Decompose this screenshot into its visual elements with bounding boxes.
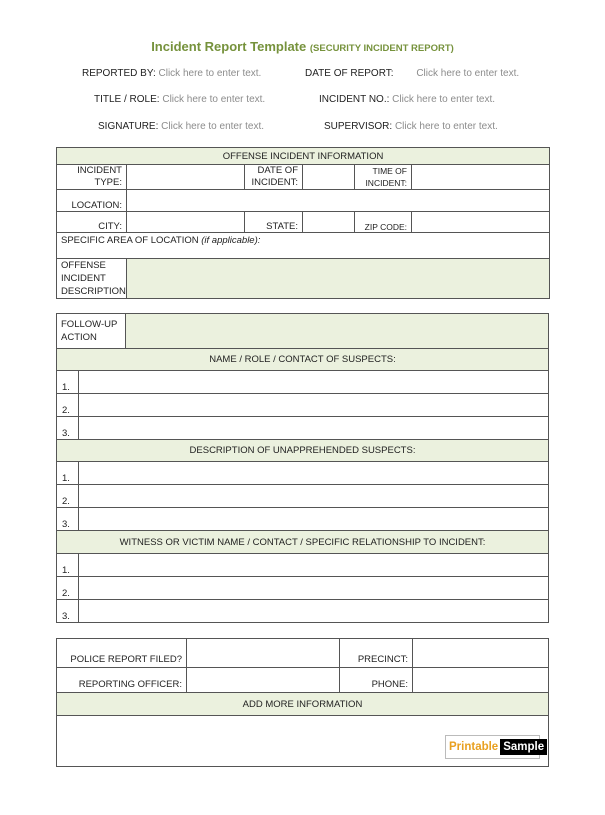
- suspect-row: [57, 371, 549, 394]
- unapprehended-row: [57, 462, 549, 485]
- title-main: Incident Report Template: [151, 39, 307, 54]
- witness-row: [57, 600, 549, 623]
- unapprehended-input-1[interactable]: [79, 462, 549, 485]
- reported-by-input[interactable]: Click here to enter text.: [158, 68, 262, 79]
- witness-row: [57, 554, 549, 577]
- reporting-officer-input[interactable]: [187, 668, 340, 693]
- incident-no-label: INCIDENT NO.:: [319, 94, 390, 105]
- followup-action-input[interactable]: [126, 314, 549, 349]
- state-input[interactable]: [303, 212, 355, 233]
- specific-area-label: SPECIFIC AREA OF LOCATION: [61, 235, 199, 246]
- supervisor-input[interactable]: Click here to enter text.: [394, 121, 498, 132]
- zip-code-input[interactable]: [412, 212, 550, 233]
- date-of-report-input[interactable]: Click here to enter text.: [416, 68, 520, 79]
- followup-action-label: FOLLOW-UP ACTION: [57, 314, 126, 349]
- row-number: 1.: [57, 554, 79, 577]
- precinct-label: PRECINCT:: [340, 639, 413, 668]
- date-of-report-field[interactable]: [305, 68, 519, 79]
- row-number: 2.: [57, 577, 79, 600]
- suspect-row: [57, 417, 549, 440]
- row-number: 2.: [57, 485, 79, 508]
- witness-input-3[interactable]: [79, 600, 549, 623]
- incident-type-input[interactable]: [127, 165, 245, 190]
- suspect-input-1[interactable]: [79, 371, 549, 394]
- witness-input-2[interactable]: [79, 577, 549, 600]
- row-number: 3.: [57, 417, 79, 440]
- logo-printable: Printable: [449, 741, 499, 753]
- row-number: 2.: [57, 394, 79, 417]
- suspect-row: [57, 394, 549, 417]
- unapprehended-row: [57, 485, 549, 508]
- title-role-field[interactable]: [94, 94, 265, 105]
- reported-by-label: REPORTED BY:: [82, 68, 156, 79]
- time-of-incident-label: TIME OF INCIDENT:: [355, 165, 412, 190]
- if-applicable-note: (if applicable):: [201, 235, 261, 246]
- row-number: 3.: [57, 508, 79, 531]
- signature-label: SIGNATURE:: [98, 121, 159, 132]
- supervisor-label: SUPERVISOR:: [324, 121, 393, 132]
- police-report-filed-input[interactable]: [187, 639, 340, 668]
- offense-table: [56, 147, 550, 299]
- document-title: [0, 39, 605, 54]
- specific-area-field[interactable]: [57, 233, 550, 259]
- printable-sample-logo: [445, 735, 545, 759]
- reporting-officer-label: REPORTING OFFICER:: [57, 668, 187, 693]
- suspect-input-2[interactable]: [79, 394, 549, 417]
- offense-heading: OFFENSE INCIDENT INFORMATION: [57, 148, 550, 165]
- title-role-input[interactable]: Click here to enter text.: [162, 94, 266, 105]
- zip-code-label: ZIP CODE:: [355, 212, 412, 233]
- date-of-incident-input[interactable]: [303, 165, 355, 190]
- incident-no-input[interactable]: Click here to enter text.: [392, 94, 495, 105]
- logo-sample: Sample: [500, 739, 547, 755]
- incident-type-label: INCIDENT TYPE:: [57, 165, 127, 190]
- row-number: 1.: [57, 371, 79, 394]
- signature-input[interactable]: Click here to enter text.: [161, 121, 264, 132]
- location-input[interactable]: [127, 190, 550, 212]
- city-input[interactable]: [127, 212, 245, 233]
- date-of-incident-label: DATE OF INCIDENT:: [245, 165, 303, 190]
- unapprehended-row: [57, 508, 549, 531]
- title-role-label: TITLE / ROLE:: [94, 94, 160, 105]
- row-number: 3.: [57, 600, 79, 623]
- row-number: 1.: [57, 462, 79, 485]
- phone-label: PHONE:: [340, 668, 413, 693]
- precinct-input[interactable]: [413, 639, 549, 668]
- witness-row: [57, 577, 549, 600]
- suspect-input-3[interactable]: [79, 417, 549, 440]
- time-of-incident-input[interactable]: [412, 165, 550, 190]
- unapprehended-input-2[interactable]: [79, 485, 549, 508]
- unapprehended-input-3[interactable]: [79, 508, 549, 531]
- state-label: STATE:: [245, 212, 303, 233]
- police-report-filed-label: POLICE REPORT FILED?: [57, 639, 187, 668]
- offense-description-input[interactable]: [127, 259, 550, 299]
- suspects-heading: NAME / ROLE / CONTACT OF SUSPECTS:: [57, 349, 549, 371]
- supervisor-field[interactable]: [324, 121, 498, 132]
- title-sub: (SECURITY INCIDENT REPORT): [309, 43, 454, 54]
- incident-no-field[interactable]: [319, 94, 495, 105]
- add-more-info-heading: ADD MORE INFORMATION: [57, 693, 549, 716]
- phone-input[interactable]: [413, 668, 549, 693]
- reported-by-field[interactable]: [82, 68, 261, 79]
- witness-input-1[interactable]: [79, 554, 549, 577]
- followup-table: [56, 313, 549, 623]
- unapprehended-heading: DESCRIPTION OF UNAPPREHENDED SUSPECTS:: [57, 440, 549, 462]
- witness-heading: WITNESS OR VICTIM NAME / CONTACT / SPECIFIC RELATIONSHIP TO INCIDENT:: [57, 531, 549, 554]
- date-of-report-label: DATE OF REPORT:: [305, 68, 394, 79]
- city-label: CITY:: [57, 212, 127, 233]
- signature-field[interactable]: [98, 121, 264, 132]
- location-label: LOCATION:: [57, 190, 127, 212]
- offense-description-label: OFFENSE INCIDENT DESCRIPTION: [57, 259, 127, 299]
